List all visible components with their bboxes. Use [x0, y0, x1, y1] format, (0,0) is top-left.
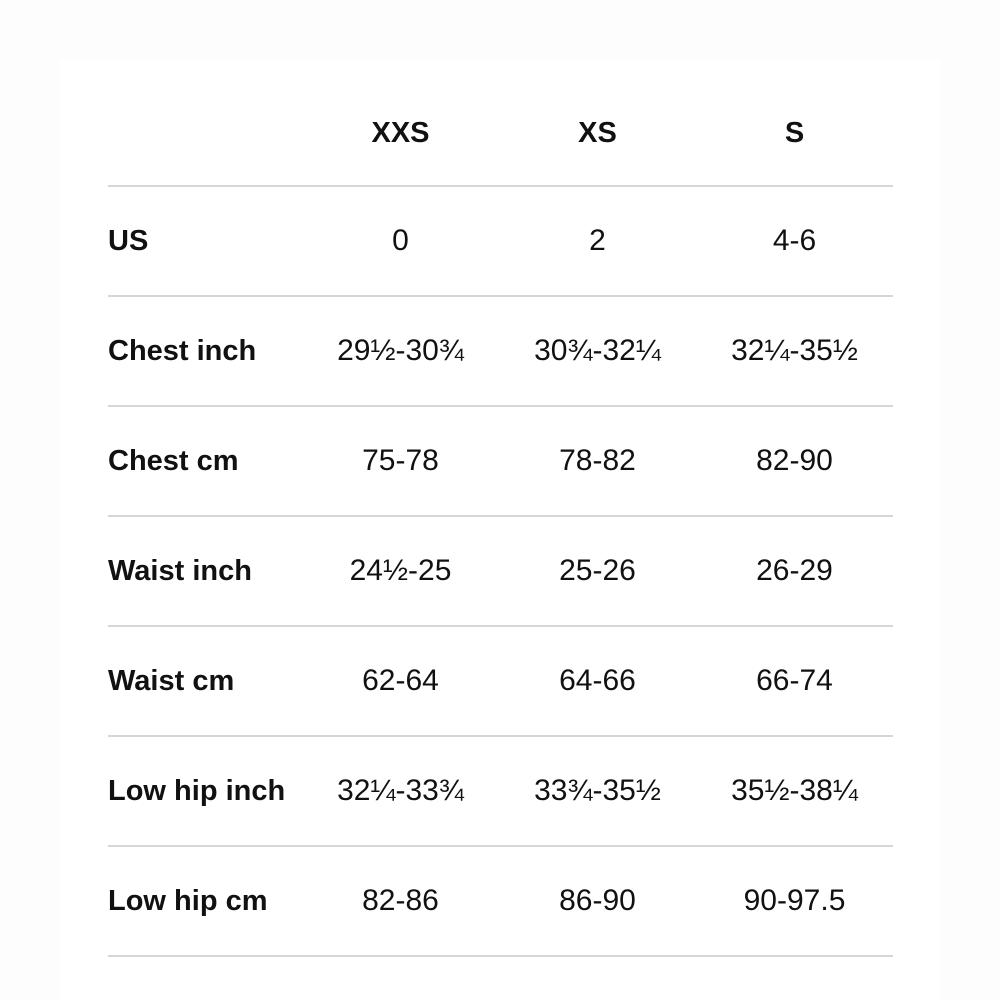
table-cell: 90-97.5	[696, 846, 893, 956]
table-cell: 4-6	[696, 186, 893, 296]
table-cell: 35½-38¼	[696, 736, 893, 846]
table-cell: 25-26	[499, 516, 696, 626]
table-cell: 82-86	[302, 846, 499, 956]
table-cell: 32¼-35½	[696, 296, 893, 406]
table-cell: 75-78	[302, 406, 499, 516]
table-row-chest-cm	[108, 406, 893, 516]
table-cell: 62-64	[302, 626, 499, 736]
table-row-us	[108, 186, 893, 296]
column-header-xxs: XXS	[302, 82, 499, 186]
table-row-chest-inch	[108, 296, 893, 406]
table-cell: 2	[499, 186, 696, 296]
row-label: US	[108, 186, 302, 296]
table-cell: 78-82	[499, 406, 696, 516]
table-cell: 82-90	[696, 406, 893, 516]
row-label: Low hip inch	[108, 736, 302, 846]
row-label: Waist cm	[108, 626, 302, 736]
column-header-xs: XS	[499, 82, 696, 186]
table-cell: 30¾-32¼	[499, 296, 696, 406]
table-cell: 32¼-33¾	[302, 736, 499, 846]
table-cell: 66-74	[696, 626, 893, 736]
column-header-s: S	[696, 82, 893, 186]
table-cell: 64-66	[499, 626, 696, 736]
table-cell: 26-29	[696, 516, 893, 626]
row-label: Chest cm	[108, 406, 302, 516]
table-cell: 29½-30¾	[302, 296, 499, 406]
table-row-waist-cm	[108, 626, 893, 736]
header-corner-cell	[108, 82, 302, 186]
header-row	[108, 82, 893, 186]
table-cell: 24½-25	[302, 516, 499, 626]
table-cell: 33¾-35½	[499, 736, 696, 846]
table-row-low-hip-cm	[108, 846, 893, 956]
row-label: Low hip cm	[108, 846, 302, 956]
table-cell: 86-90	[499, 846, 696, 956]
table-cell: 0	[302, 186, 499, 296]
size-chart-table	[108, 82, 893, 957]
table-row-low-hip-inch	[108, 736, 893, 846]
row-label: Chest inch	[108, 296, 302, 406]
table-row-waist-inch	[108, 516, 893, 626]
row-label: Waist inch	[108, 516, 302, 626]
